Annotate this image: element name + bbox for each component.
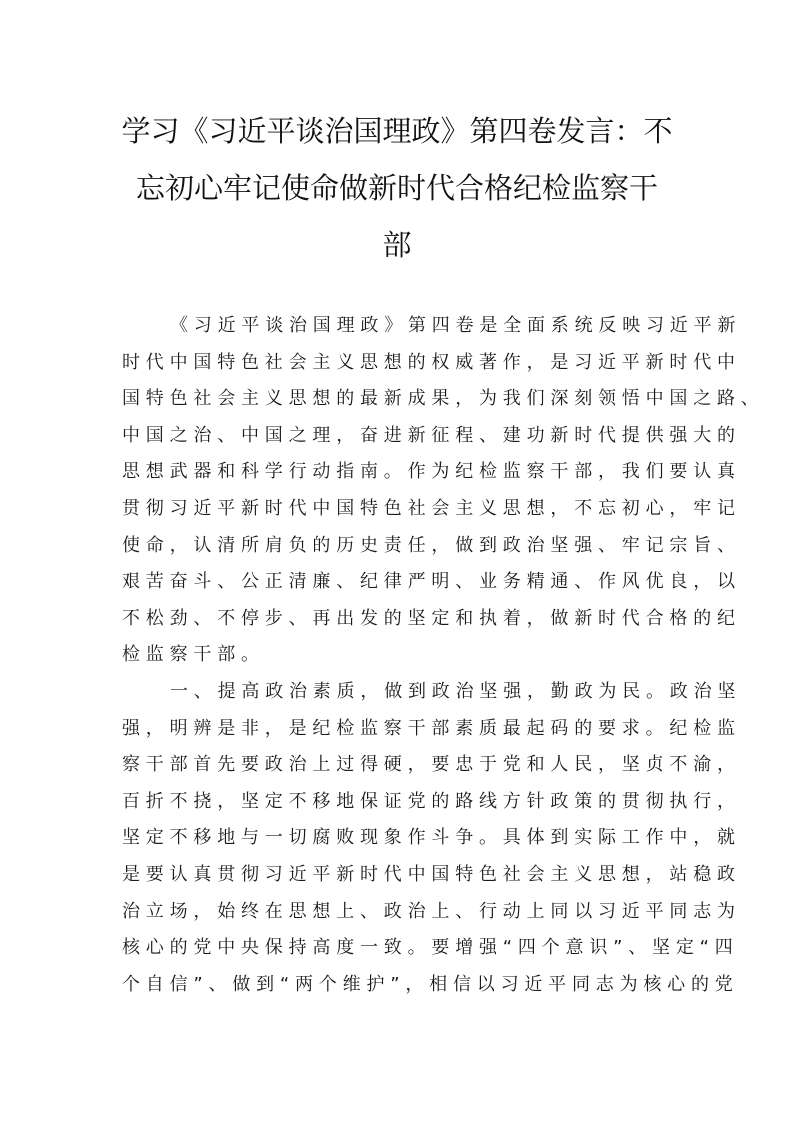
text-line: 是要认真贯彻习近平新时代中国特色社会主义思想，站稳政	[122, 863, 741, 885]
text-line: 《习近平谈治国理政》第四卷是全面系统反映习近平新	[170, 315, 742, 336]
text-line: 察干部首先要政治上过得硬，要忠于党和人民，坚贞不渝，	[122, 754, 741, 776]
text-line: 艰苦奋斗、公正清廉、纪律严明、业务精通、作风优良，以	[122, 571, 741, 593]
document-title	[112, 103, 682, 274]
text-line: 不松劲、不停步、再出发的坚定和执着，做新时代合格的纪	[122, 607, 741, 629]
text-line: 中国之治、中国之理，奋进新征程、建功新时代提供强大的	[122, 424, 741, 446]
paragraph-section-one	[122, 674, 742, 1003]
text-line: 百折不挠，坚定不移地保证党的路线方针政策的贯彻执行，	[122, 790, 741, 812]
text-line: 思想武器和科学行动指南。作为纪检监察干部，我们要认真	[122, 461, 741, 483]
text-line: 治立场，始终在思想上、政治上、行动上同以习近平同志为	[122, 900, 741, 922]
text-line: 时代中国特色社会主义思想的权威著作，是习近平新时代中	[122, 351, 741, 373]
text-line: 强，明辨是非，是纪检监察干部素质最起码的要求。纪检监	[122, 717, 741, 739]
text-line: 坚定不移地与一切腐败现象作斗争。具体到实际工作中，就	[122, 827, 741, 849]
text-line: 一、提高政治素质，做到政治坚强，勤政为民。政治坚	[170, 680, 742, 702]
title-line: 学习《习近平谈治国理政》第四卷发言：不	[121, 114, 673, 148]
document-body	[122, 308, 765, 1003]
title-line: 忘初心牢记使命做新时代合格纪检监察干	[135, 171, 658, 205]
text-line: 使命，认清所肩负的历史责任，做到政治坚强、牢记宗旨、	[122, 534, 741, 556]
text-line: 个自信”、做到“两个维护”，相信以习近平同志为核心的党	[122, 973, 739, 995]
text-line: 检监察干部。	[122, 644, 265, 666]
text-line: 贯彻习近平新时代中国特色社会主义思想，不忘初心，牢记	[122, 497, 741, 519]
paragraph-intro	[122, 308, 765, 674]
text-line: 国特色社会主义思想的最新成果，为我们深刻领悟中国之路、	[122, 388, 765, 410]
text-line: 核心的党中央保持高度一致。要增强“四个意识”、坚定“四	[122, 937, 739, 959]
title-line: 部	[382, 228, 412, 262]
